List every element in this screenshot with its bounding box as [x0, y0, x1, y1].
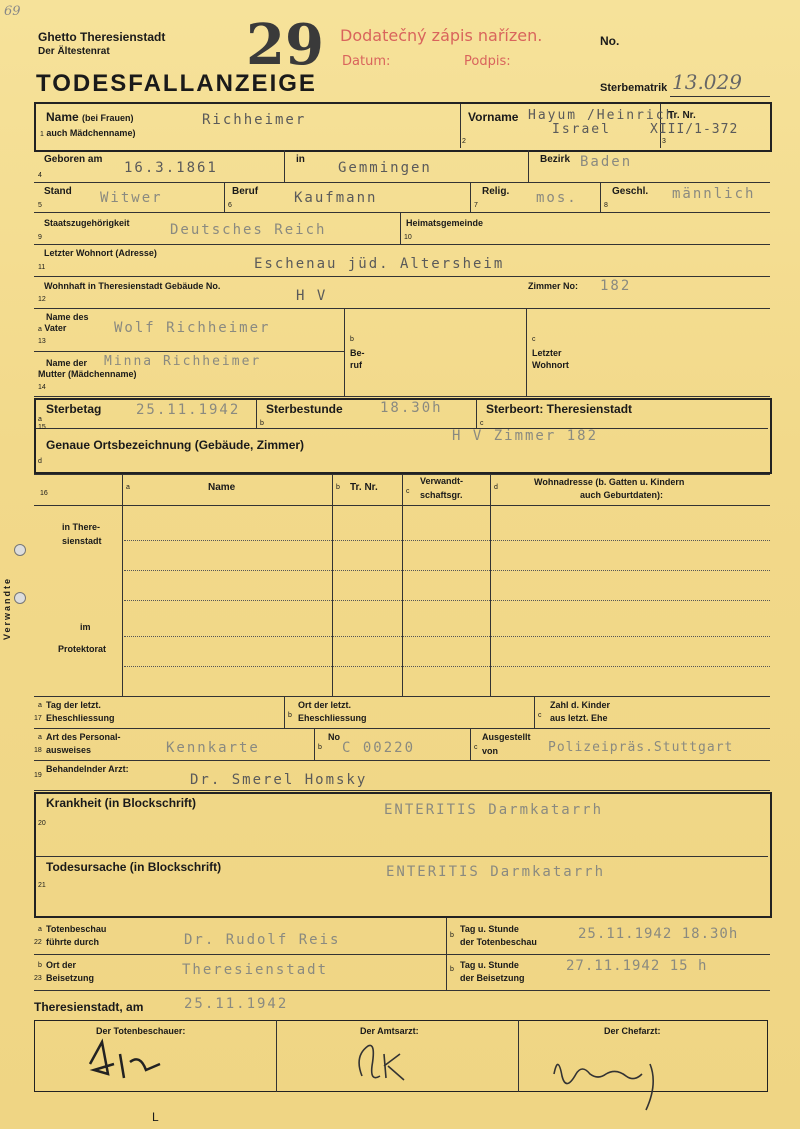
todesursache-label: Todesursache (in Blockschrift) [46, 860, 222, 874]
vater-label-1: Name des [46, 312, 89, 322]
totenbeschau-value: Dr. Rudolf Reis [184, 932, 341, 948]
beschau-tag-label-1: Tag u. Stunde [460, 924, 519, 934]
totenbeschau-label-2: führte durch [46, 937, 99, 947]
stand-value: Witwer [100, 190, 163, 206]
mutter-label-2: Mutter (Mädchenname) [38, 369, 137, 379]
trnr-value: XIII/1-372 [650, 122, 739, 137]
signature-3 [546, 1044, 676, 1114]
rel-col-wohn-2: auch Geburtdaten): [580, 490, 664, 500]
relig-value: mos. [536, 190, 578, 206]
todesursache-value: ENTERITIS Darmkatarrh [386, 864, 606, 880]
wohnhaft-label: Wohnhaft in Theresienstadt Gebäude No. [44, 281, 221, 291]
beruf-label: Beruf [232, 186, 259, 197]
bezirk-label: Bezirk [540, 154, 571, 165]
rel-side-label: Verwandte [2, 576, 12, 640]
place-label: Theresienstadt, am [34, 1000, 144, 1014]
zimmer-value: 182 [600, 278, 632, 294]
rel-in-there-2: sienstadt [62, 536, 102, 546]
in-label: in [296, 154, 305, 165]
ausweis-no-value: C 00220 [342, 740, 416, 756]
ausgestellt-label-2: von [482, 746, 499, 756]
geboren-value: 16.3.1861 [124, 160, 218, 176]
bezirk-value: Baden [580, 154, 633, 170]
rel-col-verw-1: Verwandt- [420, 476, 464, 486]
relig-label: Relig. [482, 186, 510, 197]
vorname-value: Hayum /Heinrich [528, 108, 676, 123]
vater-label-2: Vater [44, 323, 67, 333]
stamp-podpis: Podpis: [464, 54, 511, 69]
name-label: Name [46, 110, 79, 124]
krankheit-label: Krankheit (in Blockschrift) [46, 796, 197, 810]
vorname-label: Vorname [468, 110, 519, 124]
rel-col-wohn-1: Wohnadresse (b. Gatten u. Kindern [534, 477, 685, 487]
sterbematrik-value: 13.029 [672, 70, 742, 94]
sterbematrik-label: Sterbematrik [600, 82, 668, 94]
sterbetag-value: 25.11.1942 [136, 402, 241, 418]
beisetzung-ort-value: Theresienstadt [182, 962, 329, 978]
beisetzung-ort-label-1: Ort der [46, 960, 77, 970]
zimmer-label: Zimmer No: [528, 281, 579, 291]
signature-2 [350, 1036, 430, 1086]
ausweis-label-2: ausweises [46, 745, 92, 755]
parent-beruf-label: Be- [350, 348, 365, 358]
name-label-2: auch Mädchenname) [46, 128, 136, 138]
ehe-ort-label-1: Ort der letzt. [298, 700, 352, 710]
form-title: TODESFALLANZEIGE [36, 70, 317, 97]
ausweis-no-label: No [328, 732, 340, 742]
rel-im: im [80, 622, 91, 632]
staats-label: Staatszugehörigkeit [44, 218, 130, 228]
rel-protektorat: Protektorat [58, 644, 107, 654]
sterbestunde-label: Sterbestunde [266, 402, 343, 416]
vater-value: Wolf Richheimer [114, 320, 271, 336]
parent-wohnort-label-2: Wohnort [532, 360, 569, 370]
form-sheet: 69 Ghetto Theresienstadt Der Ältestenrat TODESFALLANZEIGE 29 Dodatečný zápis nařízen. Datum: Podpis: No. Sterbematrik 13.029 Name (bei Frauen) 1 auch Mädchenname) Richheimer Vorname 2 Hayum /Heinrich Israel Tr. Nr. 3 XIII/1-372 Geboren am 4 16.3.1861 in Gemmingen Bezirk Baden Stand 5 Witwer Beruf 6 Kaufmann Relig. 7 mos. Geschl. 8 männlich Staatszugehörigkeit 9 Deutsches Reich Heimatsgemeinde 10 Letzter Wohnort (Adresse) 11 Eschenau jüd. Altersheim Wohnhaft in Theresienstadt Gebäude No. 12 H V Zimmer No: 182 Name des a Vater 13 Wolf Richheimer Name der Minna Richheimer Mutter (Mädchenname) 14 b Be- ruf c Letzter Wohnort Sterbetag a 15 25.11.1942 Sterbestunde b 18.30h Sterbeort: Theresienstadt c Genaue Ortsbezeichnung (Gebäude, Zimmer) d H V Zimmer 182 16 a Name b Tr. Nr. c Verwandt- schaftsgr. d Wohnadresse (b. Gatten u. Kindern auch Geburtdaten): Verwandte in There- sienstadt im Protektorat a Tag der letzt. 17 Eheschliessung b Ort der letzt. Eheschliessung c Zahl d. Kinder aus letzt. Ehe a Art des Personal- 18 ausweises Kennkarte b No C 00220 c Ausgestellt von Polizeipräs.Stuttgart Behandelnder Arzt: 19 Dr. Smerel Homsky Krankheit (in Blockschrift) 20 ENTERITIS Darmkatarrh Todesursache (in Blockschrift) 21 ENTERITIS Darmkatarrh a Totenbeschau 22 führte durch Dr. Rudolf Reis b Tag u. Stunde der Totenbeschau 25.11.1942 18.30h b Ort der 23 Beisetzung Theresienstadt b Tag u. Stunde der Beisetzung 27.11.1942 15 h Theresienstadt, am 25.11.1942 Der Totenbeschauer: Der Amtsarzt: Der Chefarzt: L [0, 0, 800, 1129]
arzt-value: Dr. Smerel Homsky [190, 772, 368, 788]
place-date: 25.11.1942 [184, 996, 289, 1012]
geschl-label: Geschl. [612, 186, 649, 197]
wohnort-label: Letzter Wohnort (Adresse) [44, 248, 157, 258]
ausgestellt-label-1: Ausgestellt [482, 732, 531, 742]
geboren-label: Geboren am [44, 154, 103, 165]
rel-col-verw-2: schaftsgr. [420, 490, 463, 500]
staats-value: Deutsches Reich [170, 222, 327, 238]
arzt-label: Behandelnder Arzt: [46, 764, 129, 774]
kinder-label-1: Zahl d. Kinder [550, 700, 611, 710]
rel-col-trnr: Tr. Nr. [350, 482, 378, 493]
wohnhaft-value: H V [296, 288, 328, 304]
heimat-label: Heimatsgemeinde [406, 218, 484, 228]
wohnort-value: Eschenau jüd. Altersheim [254, 256, 505, 272]
beisetzung-ort-label-2: Beisetzung [46, 973, 95, 983]
parent-beruf-label-2: ruf [350, 360, 362, 370]
ehe-ort-label-2: Eheschliessung [298, 713, 367, 723]
sig-amtsarzt-label: Der Amtsarzt: [360, 1026, 419, 1036]
sterbetag-label: Sterbetag [46, 402, 102, 416]
punch-hole-icon [14, 592, 26, 604]
rel-col-name: Name [208, 482, 236, 493]
signature-1 [80, 1034, 200, 1084]
ehe-tag-label-2: Eheschliessung [46, 713, 115, 723]
beisetzung-tag-label-1: Tag u. Stunde [460, 960, 519, 970]
stamp-datum: Datum: [342, 54, 391, 69]
beisetzung-tag-label-2: der Beisetzung [460, 973, 525, 983]
punch-hole-icon [14, 544, 26, 556]
stand-label: Stand [44, 186, 72, 197]
in-value: Gemmingen [338, 160, 432, 176]
ehe-tag-label-1: Tag der letzt. [46, 700, 101, 710]
beisetzung-tag-value: 27.11.1942 15 h [566, 958, 708, 974]
kinder-label-2: aus letzt. Ehe [550, 713, 608, 723]
ausweis-value: Kennkarte [166, 740, 260, 756]
ortsbez-label: Genaue Ortsbezeichnung (Gebäude, Zimmer) [46, 438, 305, 452]
sig-chefarzt-label: Der Chefarzt: [604, 1026, 661, 1036]
name-value: Richheimer [202, 112, 307, 128]
no-label: No. [600, 34, 620, 48]
krankheit-value: ENTERITIS Darmkatarrh [384, 802, 604, 818]
beschau-tag-value: 25.11.1942 18.30h [578, 926, 739, 942]
beschau-tag-label-2: der Totenbeschau [460, 937, 537, 947]
beruf-value: Kaufmann [294, 190, 378, 206]
ghetto-name: Ghetto Theresienstadt [38, 30, 166, 44]
sterbeort-label: Sterbeort: Theresienstadt [486, 402, 633, 416]
trnr-label: Tr. Nr. [668, 110, 696, 121]
name-label-small: (bei Frauen) [82, 113, 134, 123]
sig-totenbeschauer-label: Der Totenbeschauer: [96, 1026, 186, 1036]
mutter-value: Minna Richheimer [104, 354, 262, 369]
geschl-value: männlich [672, 186, 756, 202]
corner-mark: 69 [4, 4, 21, 19]
ortsbez-value: H V Zimmer 182 [452, 428, 599, 444]
sterbestunde-value: 18.30h [380, 400, 443, 416]
parent-wohnort-label-1: Letzter [532, 348, 562, 358]
handwritten-number: 29 [246, 12, 324, 78]
rel-in-there-1: in There- [62, 522, 101, 532]
stamp-line: Dodatečný zápis nařízen. [340, 26, 543, 45]
vorname-value-2: Israel [552, 122, 611, 137]
bottom-mark: L [152, 1110, 159, 1124]
ausgestellt-value: Polizeipräs.Stuttgart [548, 740, 734, 755]
mutter-label-1: Name der [46, 358, 88, 368]
ausweis-label-1: Art des Personal- [46, 732, 121, 742]
totenbeschau-label-1: Totenbeschau [46, 924, 107, 934]
council-name: Der Ältestenrat [38, 46, 110, 57]
